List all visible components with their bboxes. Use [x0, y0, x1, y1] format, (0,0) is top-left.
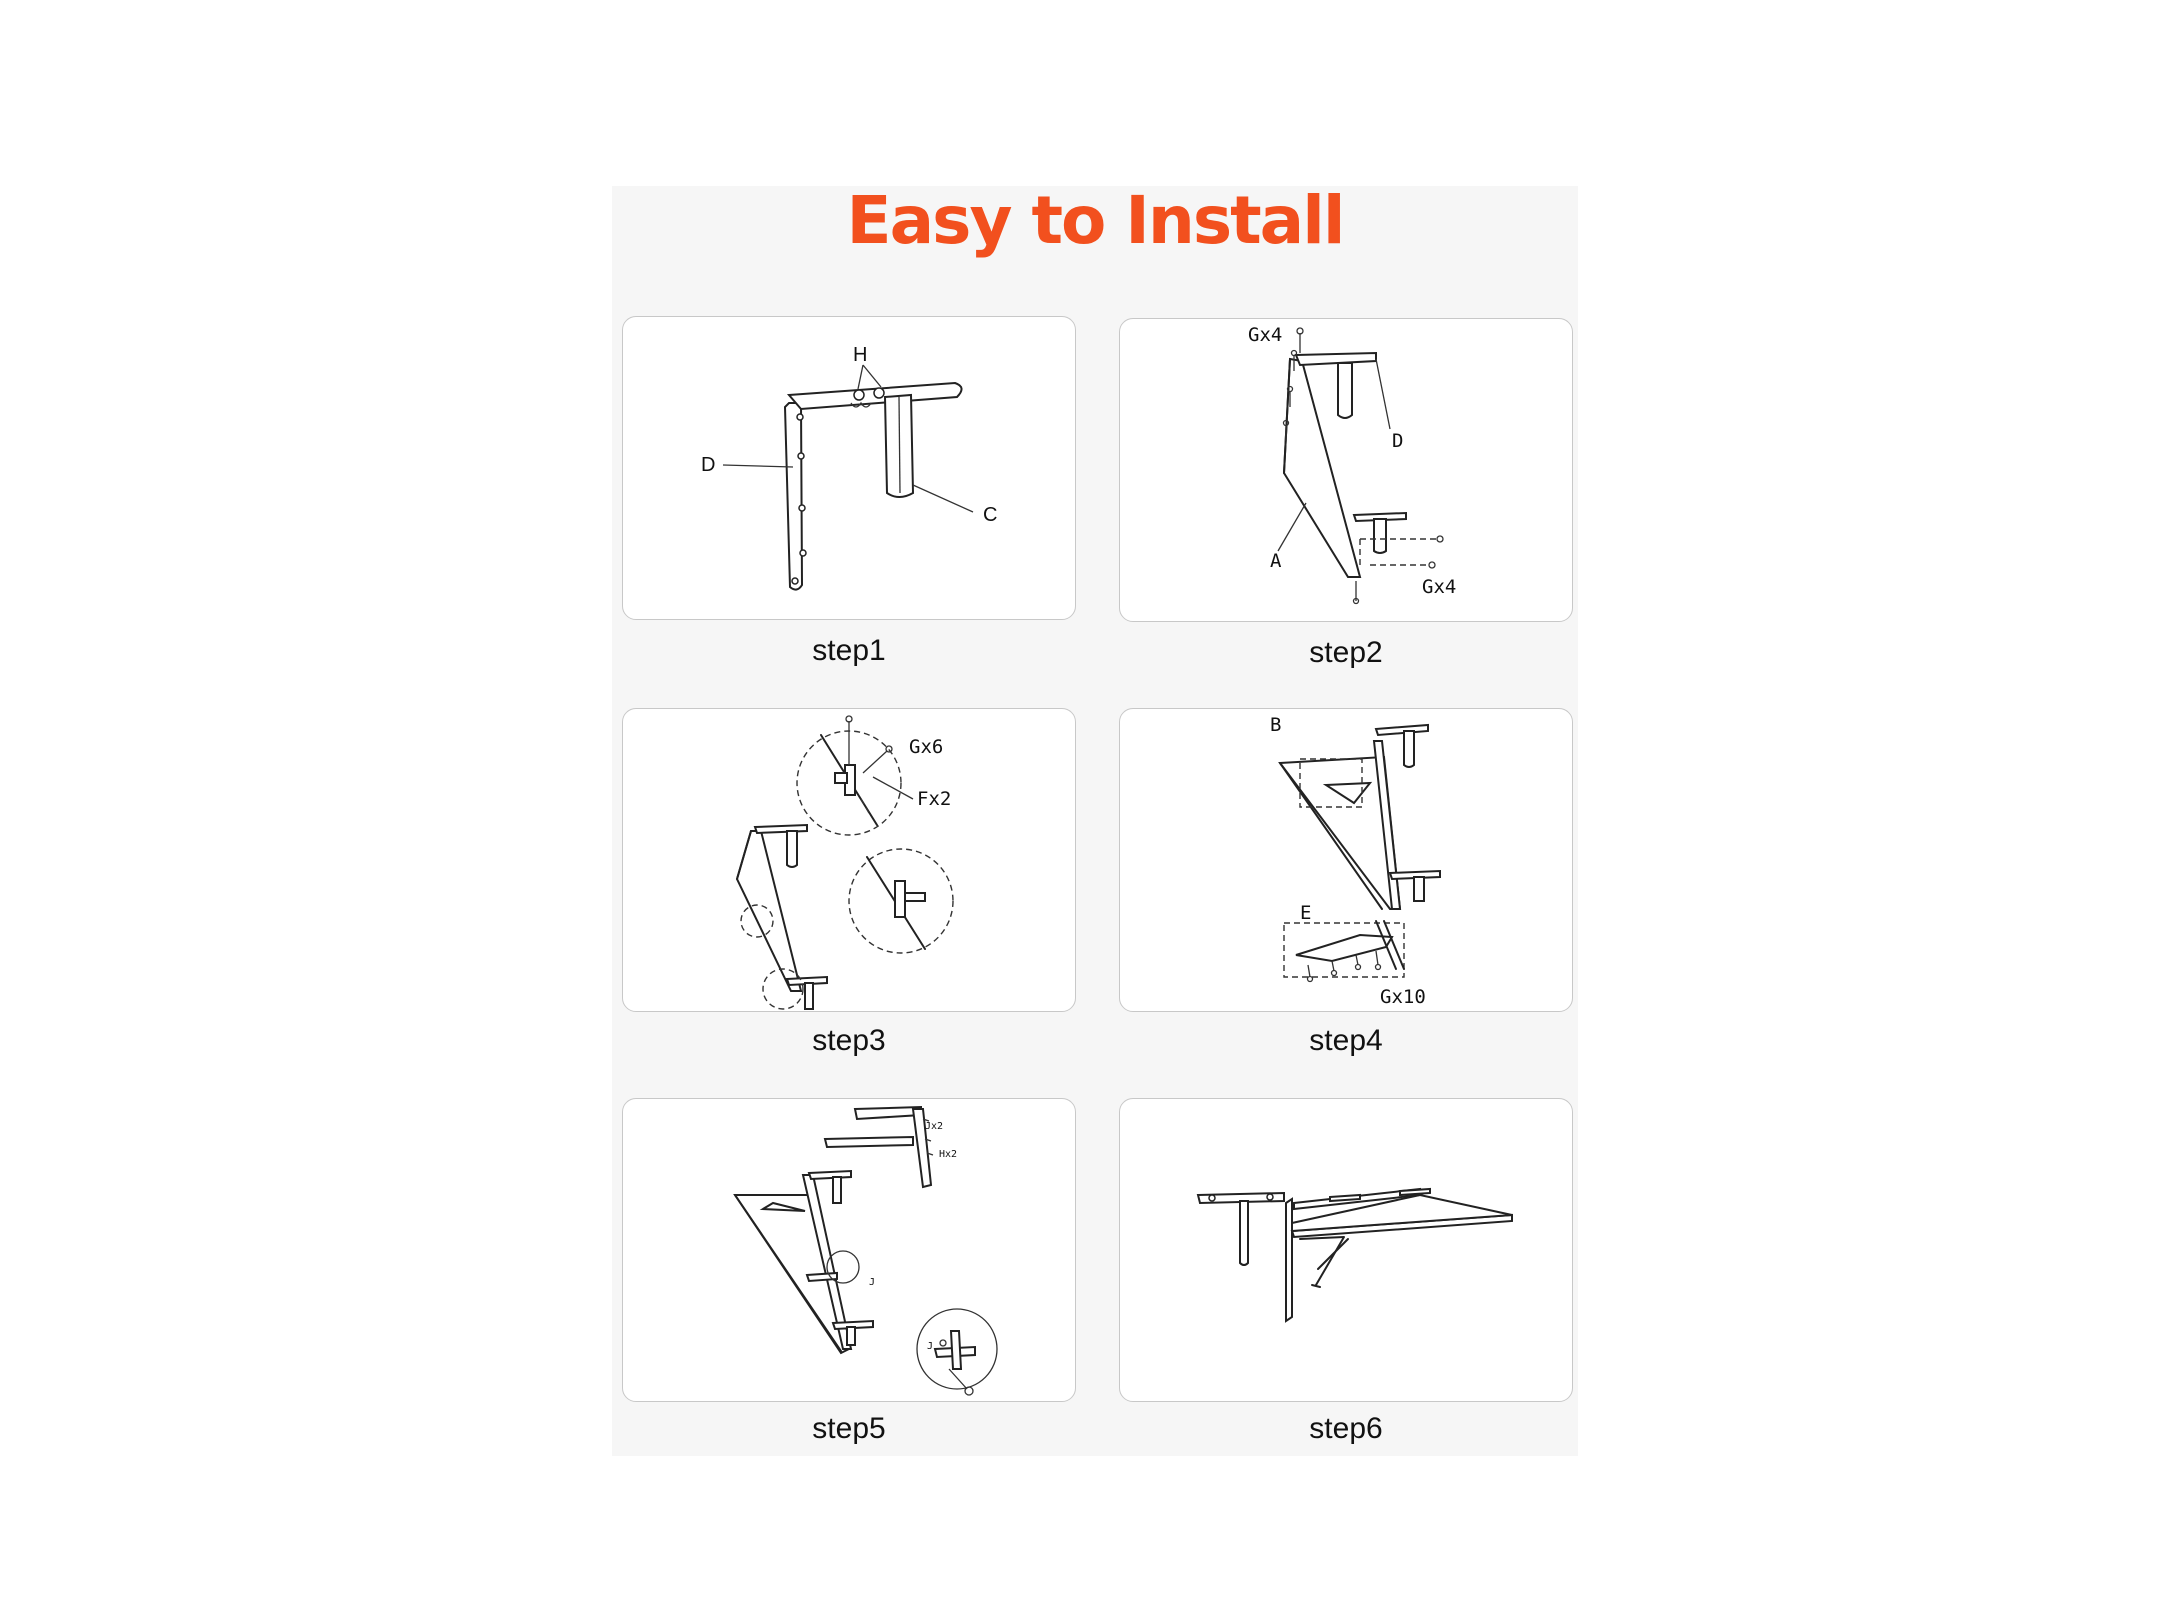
step3-panel	[622, 708, 1076, 1012]
label-h: H	[853, 344, 868, 366]
step6-panel	[1119, 1098, 1573, 1402]
label-fx2: Fx2	[917, 788, 952, 810]
label-gx6: Gx6	[909, 736, 944, 758]
step5-panel	[622, 1098, 1076, 1402]
label-gx4-bottom: Gx4	[1422, 576, 1457, 598]
step3-caption: step3	[812, 1024, 886, 1057]
step4-panel	[1119, 708, 1573, 1012]
step6-caption: step6	[1309, 1412, 1383, 1445]
label-jx2: Jx2	[925, 1121, 944, 1132]
step2-caption: step2	[1309, 636, 1383, 669]
label-gx4-top: Gx4	[1248, 324, 1283, 346]
step4-diagram	[1120, 709, 1573, 1012]
label-hx2: Hx2	[939, 1149, 958, 1160]
step4-caption: step4	[1309, 1024, 1383, 1057]
step5-diagram	[623, 1099, 1076, 1402]
label-b: B	[1270, 714, 1282, 736]
step3-diagram	[623, 709, 1076, 1012]
page-title: Easy to Install	[846, 182, 1344, 259]
step5-caption: step5	[812, 1412, 886, 1445]
label-e: E	[1300, 902, 1312, 924]
label-d: D	[1392, 430, 1404, 452]
step2-panel	[1119, 318, 1573, 622]
label-d: D	[701, 454, 716, 476]
step6-diagram	[1120, 1099, 1573, 1402]
label-gx10: Gx10	[1380, 986, 1426, 1008]
step2-diagram	[1120, 319, 1573, 622]
install-guide-sheet	[612, 182, 1578, 1456]
step1-diagram	[623, 317, 1076, 620]
label-j-detail: J	[927, 1341, 934, 1352]
step1-panel	[622, 316, 1076, 620]
label-j: J	[869, 1277, 876, 1288]
label-c: C	[983, 504, 998, 526]
label-a: A	[1270, 550, 1282, 572]
step1-caption: step1	[812, 634, 886, 667]
